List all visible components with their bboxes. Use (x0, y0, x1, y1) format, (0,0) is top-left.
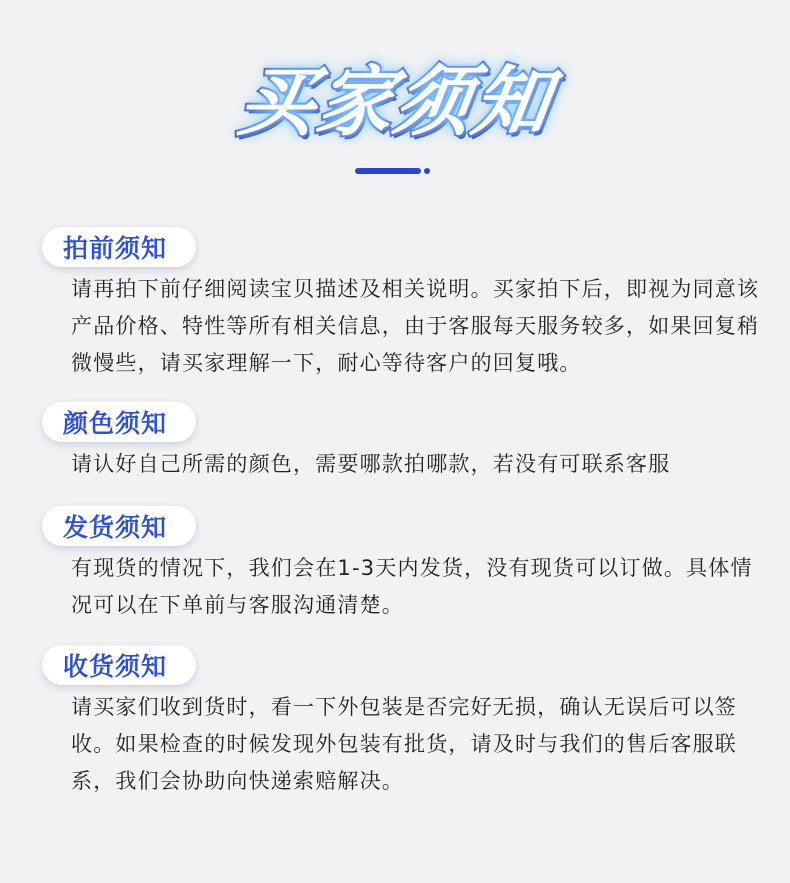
section-heading-color (42, 402, 196, 442)
section-heading-label: 拍前须知 (63, 234, 168, 263)
title-dot (424, 168, 430, 174)
section-heading-label: 发货须知 (63, 513, 168, 542)
section-heading-label: 收货须知 (63, 652, 168, 681)
title-underline (355, 168, 421, 174)
page-title: 买家须知 (232, 57, 558, 146)
section-body-color: 请认好自己所需的颜色，需要哪款拍哪款，若没有可联系客服 (71, 452, 671, 476)
section-heading-receiving (42, 645, 196, 685)
section-heading-before-purchase (42, 227, 196, 267)
section-body-shipping: 有现货的情况下，我们会在1-3天内发货，没有现货可以订做。具体情况可以在下单前与客服沟通清楚。 (71, 556, 753, 617)
title-area (0, 52, 790, 152)
section-body-before-purchase: 请再拍下前仔细阅读宝贝描述及相关说明。买家拍下后，即视为同意该产品价格、特性等所有相关信息，由于客服每天服务较多，如果回复稍微慢些，请买家理解一下，耐心等待客户的回复哦。 (71, 277, 760, 375)
section-heading-shipping (42, 506, 196, 546)
section-heading-label: 颜色须知 (63, 409, 168, 438)
section-body-receiving: 请买家们收到货时，看一下外包装是否完好无损，确认无误后可以签收。如果检查的时候发现外包装有批货，请及时与我们的售后客服联系，我们会协助向快递索赔解决。 (71, 695, 737, 793)
